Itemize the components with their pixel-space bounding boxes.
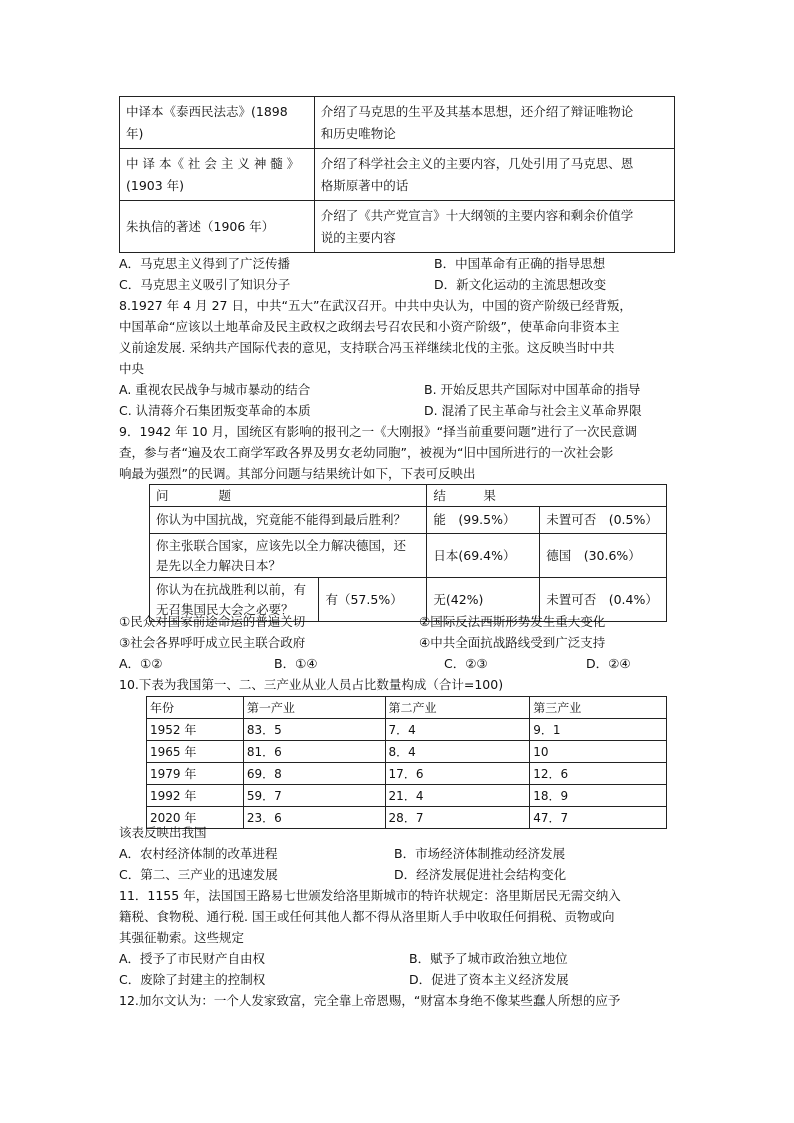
cell-line: 中 译 本《 社 会 主 义 神 髓 》 xyxy=(126,155,300,171)
option-b: B. 开始反思共产国际对中国革命的指导 xyxy=(424,382,641,397)
cell-line: 朱执信的著述（1906 年） xyxy=(126,218,275,234)
question-text: 中央 xyxy=(119,361,145,376)
table-row xyxy=(147,763,667,785)
table-cell: 23．6 xyxy=(243,807,385,829)
table-row xyxy=(147,697,667,719)
table-cell: 81．6 xyxy=(243,741,385,763)
table-row xyxy=(147,719,667,741)
option-d: D．新文化运动的主流思想改变 xyxy=(434,277,607,292)
q9-statements xyxy=(119,611,679,695)
option-c: C. 认清蒋介石集团叛变革命的本质 xyxy=(119,403,311,418)
table-row xyxy=(150,534,667,578)
table-row xyxy=(120,149,675,201)
option-b: B．中国革命有正确的指导思想 xyxy=(434,256,606,271)
cell-line: 介绍了马克思的生平及其基本思想，还介绍了辩证唯物论 xyxy=(320,103,634,119)
option-b: B．赋予了城市政治独立地位 xyxy=(409,951,568,966)
table-cell: 1952 年 xyxy=(147,719,244,741)
question-10-title: 10.下表为我国第一、二、三产业从业人员占比数量构成（合计=100) xyxy=(119,677,504,692)
table-cell: 能 (99.5%） xyxy=(427,507,540,534)
table-cell: 德国 (30.6%） xyxy=(540,534,667,578)
option-c: C．废除了封建主的控制权 xyxy=(119,972,266,987)
table-cell: 无(42%) xyxy=(427,578,540,622)
question-text: 中国革命“应该以土地革命及民主政权之政纲去号召农民和小资产阶级”，使革命向非资本主 xyxy=(119,319,620,334)
table-cell xyxy=(314,149,674,201)
cell-line: 中译本《泰西民法志》(1898 xyxy=(126,103,288,119)
table-cell: 未置可否 (0.4%） xyxy=(540,578,667,622)
table-header: 第三产业 xyxy=(530,697,667,719)
option-d: D. 混淆了民主革命与社会主义革命界限 xyxy=(424,403,642,418)
option-a: A．农村经济体制的改革进程 xyxy=(119,846,278,861)
question-8 xyxy=(119,295,679,421)
table-cell: 未置可否 (0.5%） xyxy=(540,507,667,534)
table-cell: 8．4 xyxy=(385,741,530,763)
table-cell: 1979 年 xyxy=(147,763,244,785)
option-c: C．②③ xyxy=(444,656,488,671)
table-row xyxy=(150,507,667,534)
option-c: C．第二、三产业的迅速发展 xyxy=(119,867,278,882)
table-cell: 47．7 xyxy=(530,807,667,829)
question-text: 9．1942 年 10 月，国统区有影响的报刊之一《大刚报》“择当前重要问题”进行了一次民意调 xyxy=(119,424,638,439)
question-text: 12.加尔文认为：一个人发家致富，完全靠上帝恩赐，“财富本身绝不像某些蠢人所想的应予 xyxy=(119,993,621,1008)
table-row xyxy=(147,741,667,763)
table-cell xyxy=(314,97,674,149)
table-header: 第一产业 xyxy=(243,697,385,719)
table-header: 问 题 xyxy=(150,485,427,507)
option-b: B．①④ xyxy=(274,656,318,671)
cell-line: 是先以全力解决日本？ xyxy=(156,557,282,573)
question-text: 响最为强烈”的民调。其部分问题与结果统计如下，下表可反映出 xyxy=(119,466,476,481)
table-header: 结 果 xyxy=(427,485,667,507)
table-cell: 2020 年 xyxy=(147,807,244,829)
question-text: 义前途发展. 采纳共产国际代表的意见，支持联合冯玉祥继续北伐的主张。这反映当时中共 xyxy=(119,340,615,355)
cell-line: 无召集国民大会之必要？ xyxy=(156,601,294,617)
table-row xyxy=(120,97,675,149)
q7-options xyxy=(119,253,679,295)
table-header: 年份 xyxy=(147,697,244,719)
cell-line: 年) xyxy=(126,125,144,141)
table-cell: 日本(69.4%） xyxy=(427,534,540,578)
question-text: 查，参与者“遍及农工商学军政各界及男女老幼同胞”，被视为“旧中国所进行的一次社会影 xyxy=(119,445,614,460)
table-cell xyxy=(314,201,674,253)
table-row xyxy=(150,485,667,507)
table-cell: 你认为中国抗战，究竟能不能得到最后胜利？ xyxy=(150,507,427,534)
table-row xyxy=(120,201,675,253)
cell-line: 你认为在抗战胜利以前，有 xyxy=(156,581,307,597)
table-cell: 28．7 xyxy=(385,807,530,829)
question-9 xyxy=(119,421,679,484)
option-b: B．市场经济体制推动经济发展 xyxy=(394,846,566,861)
cell-line: 和历史唯物论 xyxy=(320,125,396,141)
statement-4: ④中共全面抗战路线受到广泛支持 xyxy=(419,635,606,650)
table-cell: 9．1 xyxy=(530,719,667,741)
option-c: C．马克思主义吸引了知识分子 xyxy=(119,277,291,292)
option-d: D．②④ xyxy=(586,656,631,671)
table-cell: 69．8 xyxy=(243,763,385,785)
table-cell: 17．6 xyxy=(385,763,530,785)
table-cell: 7．4 xyxy=(385,719,530,741)
table-cell xyxy=(120,97,315,149)
cell-line: 介绍了《共产党宣言》十大纲领的主要内容和剩余价值学 xyxy=(320,207,634,223)
table-cell: 83．5 xyxy=(243,719,385,741)
table-row xyxy=(147,785,667,807)
option-a: A．授予了市民财产自由权 xyxy=(119,951,266,966)
table-cell: 21．4 xyxy=(385,785,530,807)
question-10-11-12 xyxy=(119,822,679,1011)
cell-line: 格斯原著中的话 xyxy=(320,177,409,193)
question-text: 11．1155 年，法国国王路易七世颁发给洛里斯城市的特许状规定：洛里斯居民无需交纳入 xyxy=(119,888,621,903)
option-d: D．促进了资本主义经济发展 xyxy=(409,972,569,987)
statement-1: ①民众对国家前途命运的普遍关切 xyxy=(119,614,306,629)
question-text: 该表反映出我国 xyxy=(119,825,207,840)
table-cell xyxy=(150,534,427,578)
question-text: 8.1927 年 4 月 27 日，中共“五大”在武汉召开。中共中央认为，中国的资产阶级已经背叛， xyxy=(119,298,632,313)
option-a: A．马克思主义得到了广泛传播 xyxy=(119,256,291,271)
cell-line: 说的主要内容 xyxy=(320,229,396,245)
table-cell: 59．7 xyxy=(243,785,385,807)
question-text: 籍税、食物税、通行税. 国王或任何其他人都不得从洛里斯人手中收取任何捐税、贡物或向 xyxy=(119,909,615,924)
poll-results-table xyxy=(149,484,667,622)
cell-line: (1903 年) xyxy=(126,177,185,193)
industry-employment-table xyxy=(146,696,667,829)
table-header: 第二产业 xyxy=(385,697,530,719)
option-a: A. 重视农民战争与城市暴动的结合 xyxy=(119,382,311,397)
table-cell: 有（57.5%） xyxy=(319,578,427,622)
option-a: A．①② xyxy=(119,656,163,671)
table-cell: 10 xyxy=(530,741,667,763)
marxism-translation-table xyxy=(119,96,675,253)
option-d: D．经济发展促进社会结构变化 xyxy=(394,867,567,882)
cell-line: 你主张联合国家，应该先以全力解决德国，还 xyxy=(156,537,407,553)
table-cell xyxy=(120,149,315,201)
table-cell xyxy=(120,201,315,253)
statement-2: ②国际反法西斯形势发生重大变化 xyxy=(419,614,606,629)
question-text: 其强征勒索。这些规定 xyxy=(119,930,245,945)
table-cell: 1965 年 xyxy=(147,741,244,763)
cell-line: 介绍了科学社会主义的主要内容，几处引用了马克思、恩 xyxy=(320,155,634,171)
table-cell: 18．9 xyxy=(530,785,667,807)
table-cell: 1992 年 xyxy=(147,785,244,807)
table-cell: 12．6 xyxy=(530,763,667,785)
statement-3: ③社会各界呼吁成立民主联合政府 xyxy=(119,635,306,650)
